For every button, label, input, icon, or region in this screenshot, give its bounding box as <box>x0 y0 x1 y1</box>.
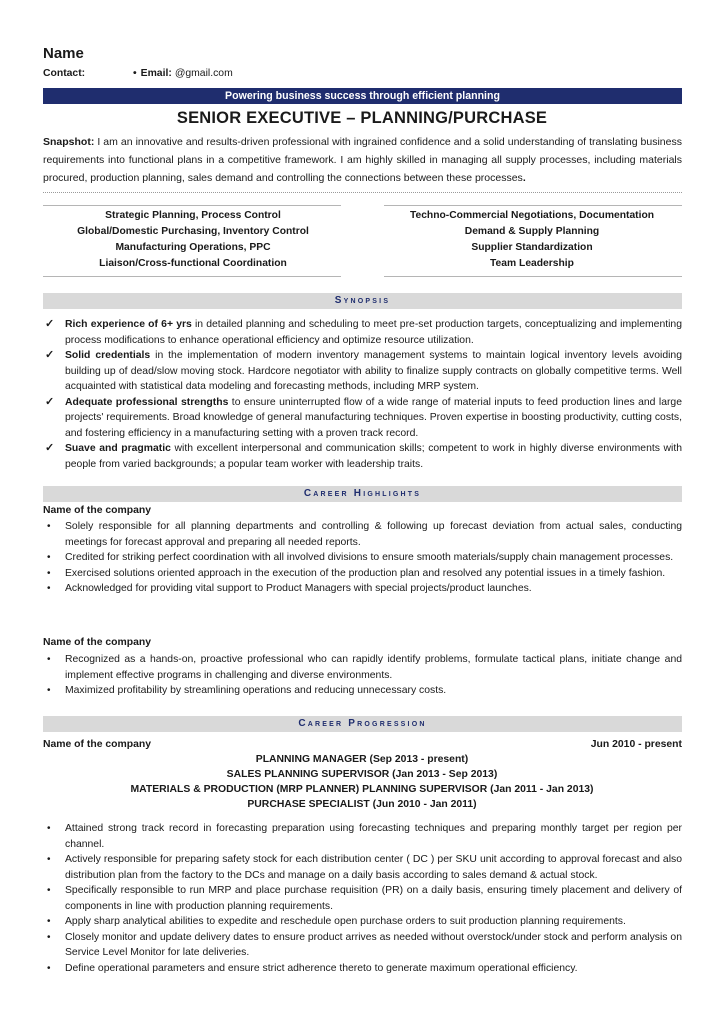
item-lead: Suave and pragmatic <box>65 443 171 454</box>
list-item <box>43 883 682 914</box>
bullet-icon: • <box>133 68 137 79</box>
email-entry <box>133 66 233 81</box>
bullet-icon: • <box>47 962 51 974</box>
divider <box>384 276 682 277</box>
list-item <box>43 930 682 961</box>
list-item <box>43 581 682 597</box>
company-name: Name of the company <box>43 637 151 648</box>
career-highlights-heading: Career Highlights <box>43 486 682 502</box>
list-item <box>43 550 682 566</box>
list-item <box>43 852 682 883</box>
item-text: Credited for striking perfect coordination with all involved divisions to ensure smooth materials/supply chain management processes. <box>65 552 674 563</box>
item-text: Apply sharp analytical abilities to expedite and reschedule open purchase orders to suit production planning requirements. <box>65 916 626 927</box>
career-progression-heading: Career Progression <box>43 716 682 732</box>
skills-column-right <box>382 208 682 272</box>
item-text: in the implementation of modern inventory management systems to maintain logical inventory levels avoiding building up of dead/slow moving stock. Hardcore negotiator with ability to finalize supply contracts on globally competitive terms. Well acquainted with statistical data modeling and forecasting methods, including MRP system. <box>65 350 682 392</box>
skill-item: Manufacturing Operations, PPC <box>115 242 271 253</box>
progression-list <box>43 821 682 976</box>
contact-label: Contact: <box>43 68 86 79</box>
checkmark-icon: ✓ <box>45 318 55 330</box>
skill-item: Global/Domestic Purchasing, Inventory Control <box>77 226 309 237</box>
item-text: Maximized profitability by streamlining operations and reducing unnecessary costs. <box>65 685 447 696</box>
list-item <box>43 914 682 930</box>
email-value[interactable]: @gmail.com <box>174 68 233 79</box>
highlights-list <box>43 652 682 699</box>
divider <box>43 192 682 193</box>
candidate-name: Name <box>43 45 84 62</box>
item-text: with excellent interpersonal and communication skills; competent to work in highly diverse environments with people from varied backgrounds; a popular team worker with leadership traits. <box>65 443 682 470</box>
synopsis-heading: Synopsis <box>43 293 682 309</box>
list-item <box>43 441 682 472</box>
bullet-icon: • <box>47 931 51 943</box>
list-item <box>43 348 682 395</box>
skill-item: Demand & Supply Planning <box>464 226 600 237</box>
item-text: to ensure uninterrupted flow of a wide range of material inputs to feed production lines and large projects' requirements. Broad knowledge of general manufacturing techniques. Proven expertise in boosting productivity, cutting costs, and fostering efficiency in a manufacturing setting with a proven track record. <box>65 396 682 439</box>
role-title: PURCHASE SPECIALIST (Jun 2010 - Jan 2011) <box>247 799 477 810</box>
item-text: Actively responsible for preparing safety stock for each distribution center ( DC ) per SKU unit according to approval forecast and also distribution plan from the factory to the DCs and manage on a daily basis according to sales demand & actual stock. <box>65 854 682 881</box>
company-name: Name of the company <box>43 739 151 750</box>
divider <box>43 276 341 277</box>
checkmark-icon: ✓ <box>45 395 55 408</box>
item-text: Define operational parameters and ensure strict adherence thereto to generate maximum operational efficiency. <box>65 962 578 974</box>
skill-item: Liaison/Cross-functional Coordination <box>99 258 287 269</box>
employment-dates: Jun 2010 - present <box>590 739 682 750</box>
item-text: Recognized as a hands-on, proactive professional who can rapidly identify problems, formulate tactical plans, initiate change and implement effective programs in challenging and diverse environments. <box>65 654 682 681</box>
checkmark-icon: ✓ <box>45 349 55 361</box>
item-text: Exercised solutions oriented approach in the execution of the production plan and resolved any potential issues in a timely fashion. <box>65 567 666 579</box>
list-item <box>43 821 682 852</box>
email-label: Email: <box>140 68 172 79</box>
item-lead: Solid credentials <box>65 350 151 361</box>
bullet-icon: • <box>47 685 51 696</box>
bullet-icon: • <box>47 654 51 665</box>
snapshot-end: . <box>522 172 526 184</box>
skills-column-left <box>43 208 343 272</box>
bullet-icon: • <box>47 583 51 594</box>
bullet-icon: • <box>47 521 51 532</box>
skill-item: Team Leadership <box>490 258 574 269</box>
bullet-icon: • <box>47 552 51 563</box>
contact-row <box>43 66 683 81</box>
skill-item: Strategic Planning, Process Control <box>105 210 281 221</box>
divider <box>43 205 341 206</box>
list-item <box>43 566 682 582</box>
checkmark-icon: ✓ <box>45 442 55 454</box>
skill-item: Supplier Standardization <box>471 242 593 253</box>
list-item <box>43 961 682 977</box>
item-text: in detailed planning and scheduling to meet pre-set production targets, conceptualizing and implementing process modifications to enhance operational efficiency and optimize resource utilization. <box>65 319 682 346</box>
snapshot-paragraph <box>43 133 682 187</box>
synopsis-list <box>43 317 682 472</box>
item-text: Attained strong track record in forecasting preparation using forecasting techniques and preparing monthly target per region per channel. <box>65 823 682 850</box>
bullet-icon: • <box>47 567 51 579</box>
bullet-icon: • <box>47 885 51 896</box>
skill-item: Techno-Commercial Negotiations, Documentation <box>409 210 655 221</box>
item-text: Acknowledged for providing vital support to Product Managers with special projects/product launches. <box>65 583 532 594</box>
roles-list <box>0 752 724 812</box>
list-item <box>43 683 682 699</box>
list-item <box>43 652 682 683</box>
item-text: Specifically responsible to run MRP and place purchase requisition (PR) on a daily basis, ensuring timely placement and delivery of components in line with production planning requirements. <box>65 885 682 912</box>
divider <box>384 205 682 206</box>
snapshot-label: Snapshot: <box>43 136 95 148</box>
list-item <box>43 317 682 348</box>
company-name: Name of the company <box>43 505 151 516</box>
item-lead: Adequate professional strengths <box>65 396 229 408</box>
bullet-icon: • <box>47 916 51 927</box>
list-item <box>43 519 682 550</box>
item-lead: Rich experience of 6+ yrs <box>65 319 192 330</box>
bullet-icon: • <box>47 823 51 834</box>
role-title: PLANNING MANAGER (Sep 2013 - present) <box>255 754 469 765</box>
bullet-icon: • <box>47 854 51 865</box>
item-text: Closely monitor and update delivery dates to ensure product arrives as needed without overstock/under stock and perform analysis on Service Level Monitor for late deliveries. <box>65 931 682 958</box>
role-title: SALES PLANNING SUPERVISOR (Jan 2013 - Sep 2013) <box>226 769 498 780</box>
highlights-list <box>43 519 682 597</box>
item-text: Solely responsible for all planning departments and controlling & following up forecast deviation from actual sales, conducting meetings for forecast approval and preparing all needed reports. <box>65 521 682 548</box>
tagline-banner: Powering business success through efficient planning <box>43 88 682 104</box>
page-title: SENIOR EXECUTIVE – PLANNING/PURCHASE <box>176 109 548 127</box>
list-item <box>43 395 682 442</box>
role-title: MATERIALS & PRODUCTION (MRP PLANNER) PLANNING SUPERVISOR (Jan 2011 - Jan 2013) <box>130 784 594 795</box>
snapshot-text: I am an innovative and results-driven professional with ingrained confidence and a solid understanding of translating business requirements into functional plans in a competitive framework. I am highly skilled in managing all supply processes, including materials procured, production planning, sales demand and controlling the connections between these processes <box>43 136 682 184</box>
